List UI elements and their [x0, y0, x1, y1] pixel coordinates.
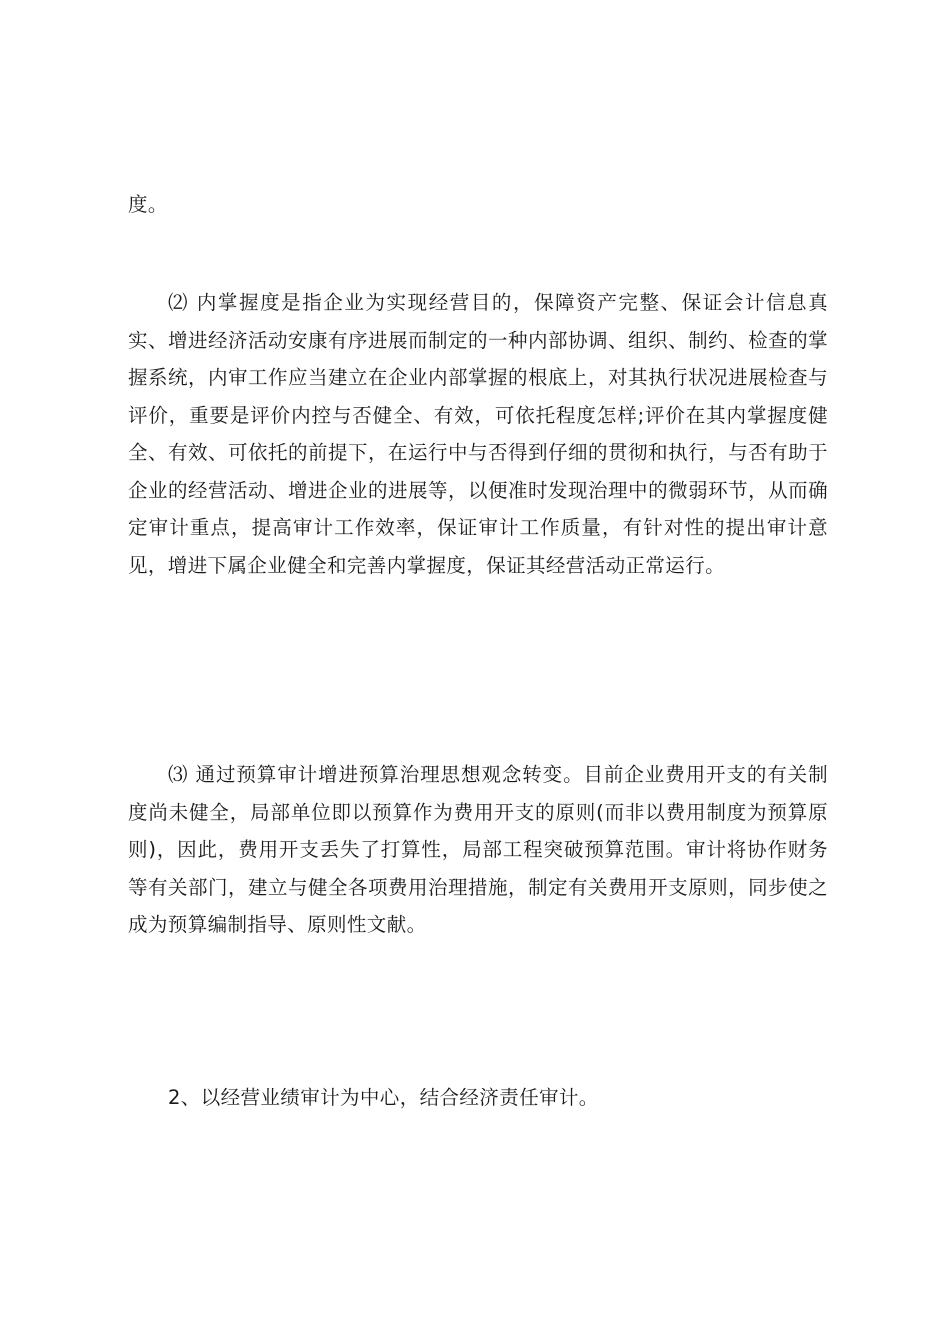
paragraph-continuation: 度。	[128, 193, 168, 216]
paragraph-budget-audit: ⑶ 通过预算审计增进预算治理思想观念转变。目前企业费用开支的有关制度尚未健全，局部单位即以预算作为费用开支的原则(而非以费用制度为预算原则)，因此，费用开支丢失了打算性，局部工程突破预算范围。审计将协作财务等有关部门，建立与健全各项费用治理措施，制定有关费用开支原则，同步使之成为预算编制指导、原则性文献。	[128, 763, 828, 936]
paragraph-internal-control: ⑵ 内掌握度是指企业为实现经营目的，保障资产完整、保证会计信息真实、增进经济活动安康有序进展而制定的一种内部协调、组织、制约、检查的掌握系统，内审工作应当建立在企业内部掌握的根底上，对其执行状况进展检查与评价，重要是评价内控与否健全、有效，可依托程度怎样;评价在其内掌握度健全、有效、可依托的前提下，在运行中与否得到仔细的贯彻和执行，与否有助于企业的经营活动、增进企业的进展等，以便准时发现治理中的微弱环节，从而确定审计重点，提高审计工作效率，保证审计工作质量，有针对性的提出审计意见，增进下属企业健全和完善内掌握度，保证其经营活动正常运行。	[128, 291, 828, 577]
paragraph-performance-audit: 2、以经营业绩审计为中心，结合经济责任审计。	[168, 1086, 599, 1109]
